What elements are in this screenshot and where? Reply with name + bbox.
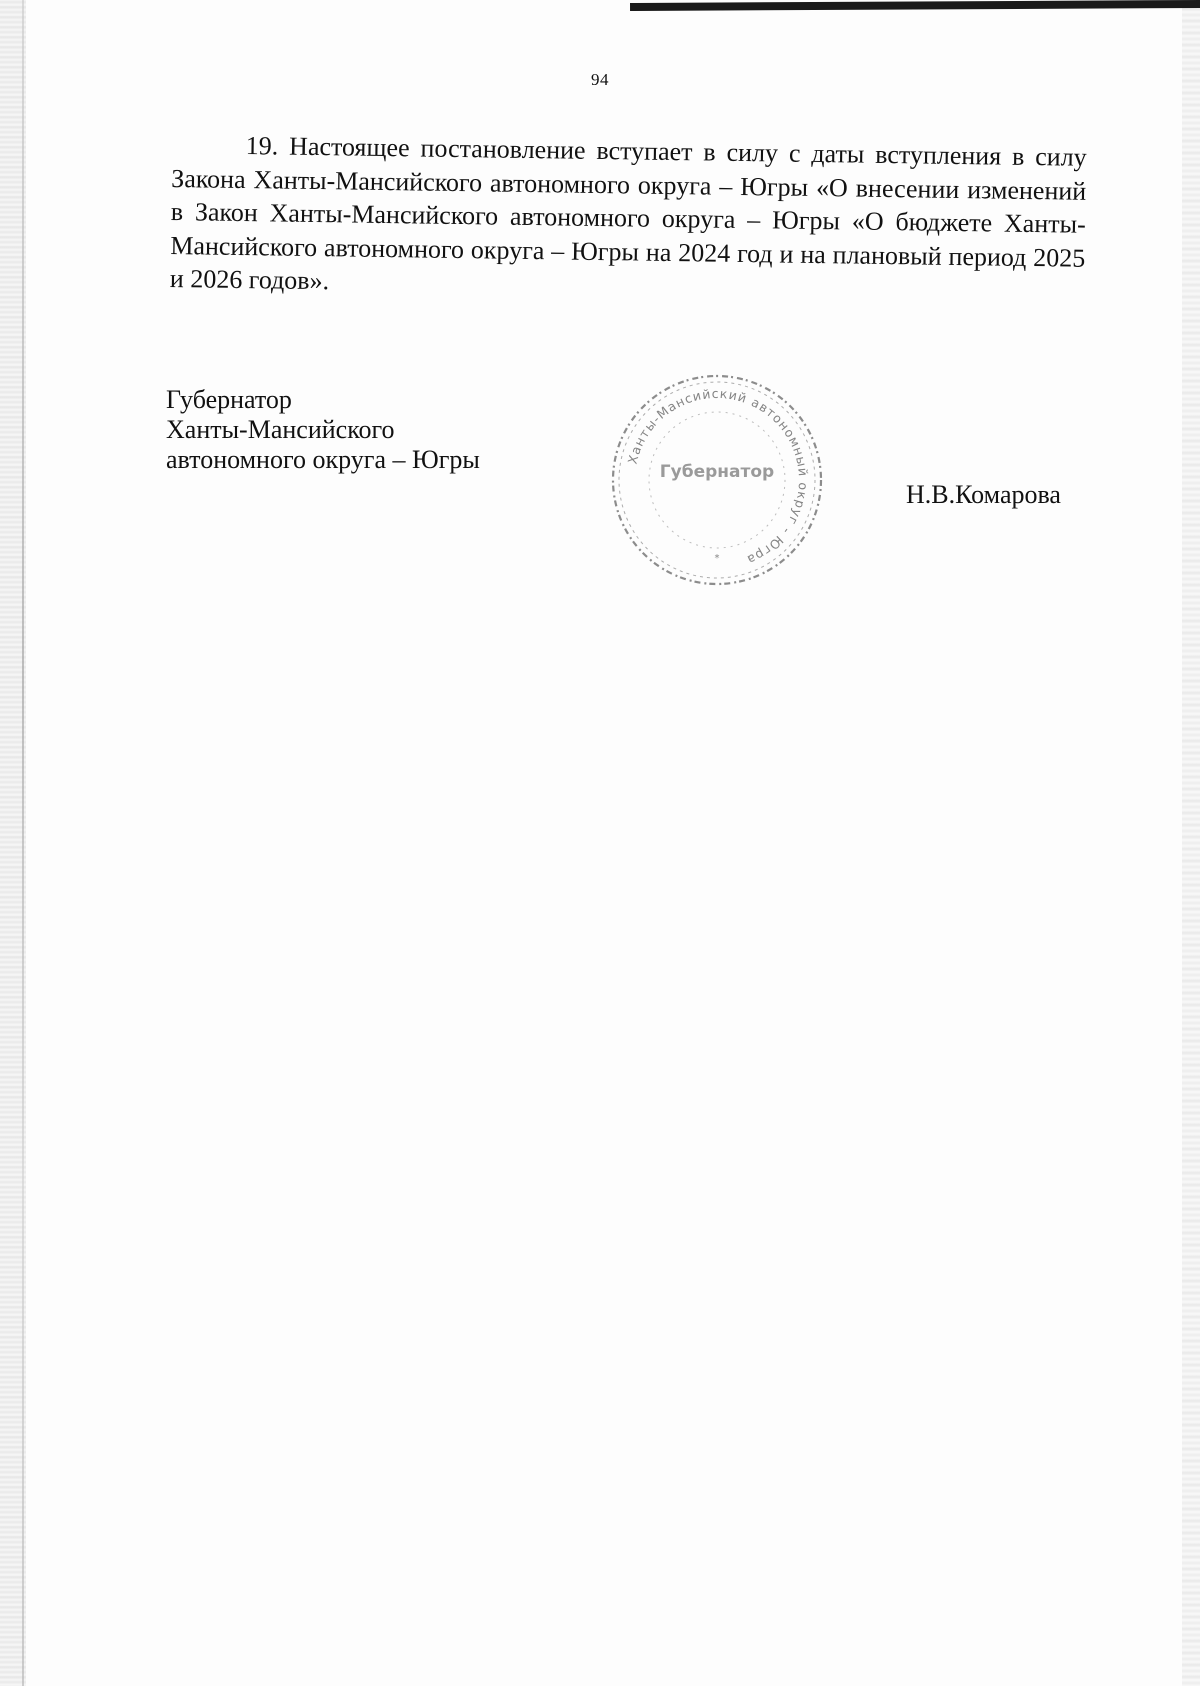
- seal-center-text: Губернатор: [659, 462, 775, 482]
- signatory-position: [166, 385, 480, 475]
- seal-star: *: [714, 553, 720, 564]
- position-line-2: Ханты-Мансийского: [166, 415, 395, 444]
- signatory-name: Н.В.Комарова: [906, 480, 1061, 509]
- position-line-3: автономного округа – Югры: [166, 445, 480, 474]
- scan-edge-right: [1182, 0, 1200, 1686]
- scan-edge-line: [22, 0, 24, 1686]
- seal-ring-text: Ханты-Мансийский автономный округ - Югра: [624, 385, 812, 569]
- position-line-1: Губернатор: [166, 385, 292, 414]
- page-number: 94: [591, 70, 609, 89]
- scan-edge-top: [630, 0, 1200, 11]
- seal-graphic: [602, 365, 832, 595]
- official-seal: [602, 365, 832, 595]
- paragraph-text: 19. Настоящее постановление вступает в силу с даты вступления в силу Закона Ханты-Мансийского автономного округа – Югры «О внесении изменений в Закон Ханты-Мансийского автономного округа – Югры «О бюджете Ханты-Мансийского автономного округа – Югры на 2024 год и на плановый период 2025 и 2026 годов».: [169, 131, 1087, 296]
- paragraph-19: [170, 128, 1087, 308]
